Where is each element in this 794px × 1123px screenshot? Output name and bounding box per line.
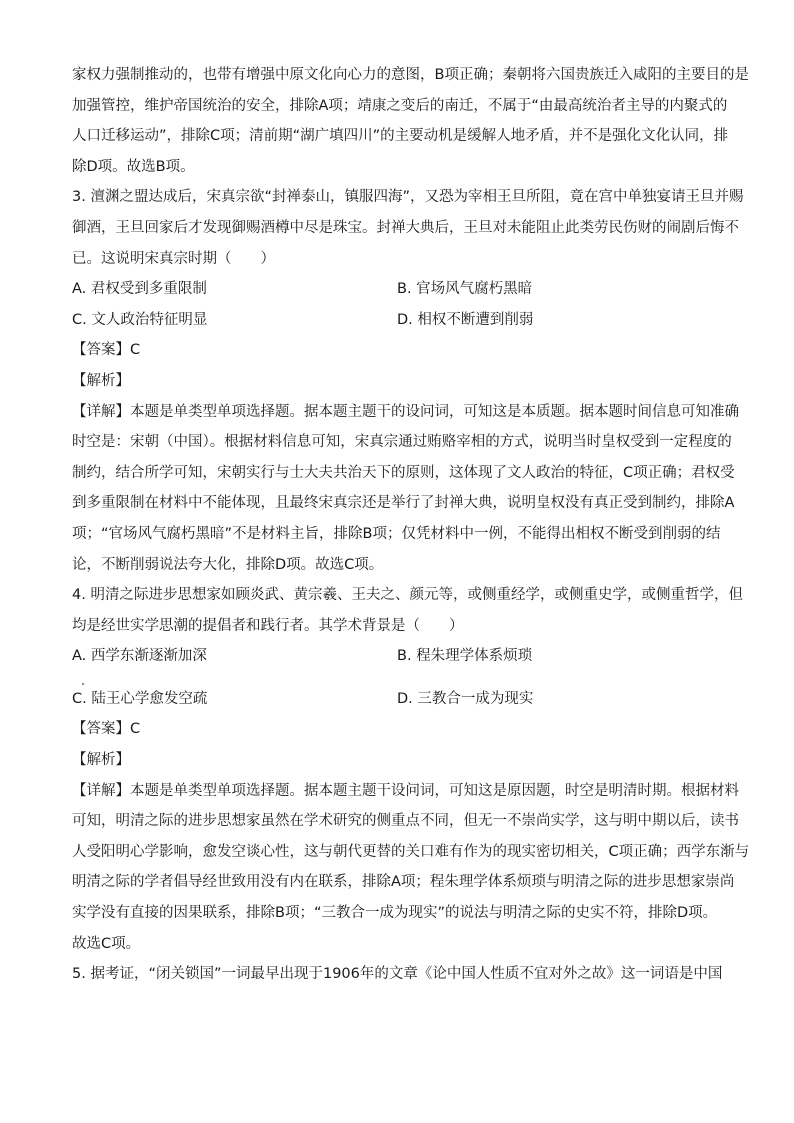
- question-3-detail: [72, 397, 739, 581]
- option-c[interactable]: C. 文人政治特征明显: [72, 311, 208, 328]
- detail-line: 制约，结合所学可知，宋朝实行与士大夫共治天下的原则，这体现了文人政治的特征，C项正确；君权受: [72, 464, 735, 481]
- stem-line: 已。这说明宋真宗时期（ ）: [72, 250, 275, 267]
- question-4: [72, 580, 750, 959]
- option-d[interactable]: D. 三教合一成为现实: [397, 690, 534, 707]
- question-3: [72, 182, 744, 580]
- detail-line: 【详解】本题是单类型单项选择题。据本题主题干的设问词，可知这是本质题。据本题时间信息可知准确: [72, 403, 739, 420]
- intro-paragraph: [72, 60, 749, 182]
- detail-line: 论，不断削弱说法夸大化，排除D项。故选C项。: [72, 556, 384, 573]
- question-4-detail: [72, 776, 750, 960]
- detail-line: 故选C项。: [72, 935, 141, 952]
- question-5: [72, 959, 724, 990]
- question-3-stem: [72, 182, 744, 274]
- question-3-options-row-1: [72, 274, 724, 305]
- stem-line: 均是经世实学思潮的提倡者和践行者。其学术背景是（ ）: [72, 617, 464, 634]
- question-3-options-row-2: [72, 305, 724, 336]
- intro-line: 人口迁移运动”，排除C项；清前期“湖广填四川”的主要动机是缓解人地矛盾，并不是强化文化认同，排: [72, 128, 729, 145]
- analysis-label: 【解析】: [72, 372, 130, 389]
- option-b[interactable]: B. 官场风气腐朽黑暗: [397, 281, 533, 298]
- stem-line: 4. 明清之际进步思想家如顾炎武、黄宗羲、王夫之、颜元等，或侧重经学，或侧重史学，或侧重哲学，但: [72, 587, 743, 604]
- question-4-options-row-2: [72, 684, 724, 715]
- option-a[interactable]: A. 君权受到多重限制: [72, 281, 207, 298]
- answer-label: 【答案】C: [72, 342, 141, 359]
- detail-line: 可知，明清之际的进步思想家虽然在学术研究的侧重点不同，但无一不崇尚实学，这与明中期以后，读书: [72, 813, 739, 830]
- analysis-label: 【解析】: [72, 752, 130, 769]
- document-page: [72, 60, 750, 990]
- intro-line: 家权力强制推动的，也带有增强中原文化向心力的意图，B项正确；秦朝将六国贵族迁入咸阳的主要目的是: [72, 67, 749, 83]
- question-4-options-row-1: [72, 641, 724, 672]
- detail-line: 人受阳明心学影响，愈发空谈心性，这与朝代更替的关口难有作为的现实密切相关，C项正确；西学东渐与: [72, 843, 750, 860]
- detail-line: 明清之际的学者倡导经世致用没有内在联系，排除A项；程朱理学体系烦琐与明清之际的进步思想家崇尚: [72, 874, 735, 891]
- stem-line: 御酒，王旦回家后才发现御赐酒樽中尽是珠宝。封禅大典后，王旦对未能阻止此类劳民伤财的闹剧后悔不: [72, 219, 739, 236]
- option-b[interactable]: B. 程朱理学体系烦琐: [397, 648, 533, 665]
- question-4-stem: [72, 580, 743, 641]
- answer-label: 【答案】C: [72, 721, 141, 738]
- option-a[interactable]: A. 西学东渐逐渐加深: [72, 648, 207, 665]
- option-c[interactable]: C. 陆王心学愈发空疏: [72, 690, 208, 707]
- detail-line: 项；“官场风气腐朽黑暗”不是材料主旨，排除B项；仅凭材料中一例，不能得出相权不断受到削弱的结: [72, 525, 721, 542]
- intro-line: 加强管控，维护帝国统治的安全，排除A项；靖康之变后的南迁，不属于“由最高统治者主导的内聚式的: [72, 97, 728, 114]
- detail-line: 到多重限制在材料中不能体现，且最终宋真宗还是举行了封禅大典，说明皇权没有真正受到制约，排除A: [72, 495, 735, 512]
- detail-line: 【详解】本题是单类型单项选择题。据本题主题干设问词，可知这是原因题，时空是明清时期。根据材料: [72, 782, 739, 799]
- option-d[interactable]: D. 相权不断遭到削弱: [397, 311, 534, 328]
- stem-line: 3. 澶渊之盟达成后，宋真宗欲“封禅泰山，镇服四海”，又恐为宰相王旦所阻，竟在宫中单独宴请王旦并赐: [72, 189, 744, 206]
- stem-line: 5. 据考证，“闭关锁国”一词最早出现于1906年的文章《论中国人性质不宜对外之故》这一词语是中国: [72, 966, 723, 983]
- intro-line: 除D项。故选B项。: [72, 158, 195, 175]
- detail-line: 时空是：宋朝（中国）。根据材料信息可知，宋真宗通过贿赂宰相的方式，说明当时皇权受到一定程度的: [72, 434, 732, 451]
- stray-mark: [82, 683, 84, 685]
- detail-line: 实学没有直接的因果联系，排除B项；“三教合一成为现实”的说法与明清之际的史实不符，排除D项。: [72, 905, 718, 922]
